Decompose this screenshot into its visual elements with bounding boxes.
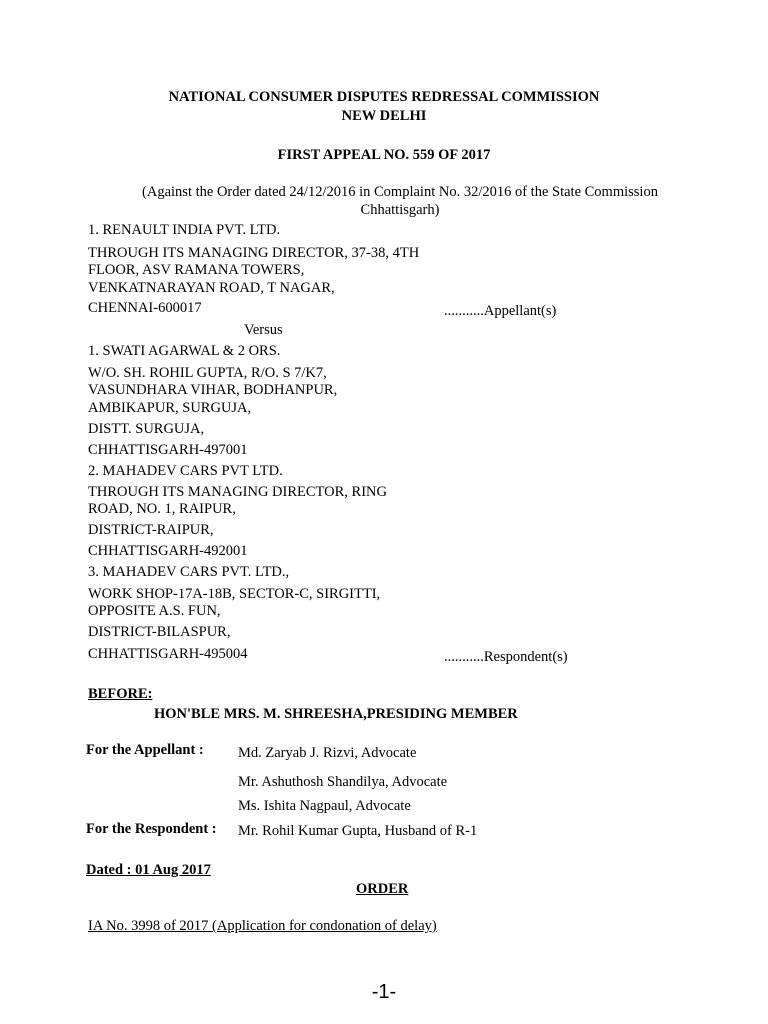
respondent-line: WORK SHOP-17A-18B, SECTOR-C, SIRGITTI, xyxy=(88,586,381,602)
commission-location: NEW DELHI xyxy=(341,108,427,124)
appellant-line: VENKATNARAYAN ROAD, T NAGAR, xyxy=(88,280,335,296)
respondent-line: OPPOSITE A.S. FUN, xyxy=(88,603,221,619)
respondent-line: DISTRICT-BILASPUR, xyxy=(88,624,231,640)
appellant-counsel-label: For the Appellant : xyxy=(86,742,204,758)
appellant-counsel-name: Mr. Ashuthosh Shandilya, Advocate xyxy=(238,774,448,790)
respondent-counsel-name: Mr. Rohil Kumar Gupta, Husband of R-1 xyxy=(238,823,478,839)
appellant-line: THROUGH ITS MANAGING DIRECTOR, 37-38, 4TH xyxy=(88,245,420,261)
presiding-member: HON'BLE MRS. M. SHREESHA,PRESIDING MEMBER xyxy=(154,706,518,722)
respondent-line: AMBIKAPUR, SURGUJA, xyxy=(88,400,252,416)
respondent-line: THROUGH ITS MANAGING DIRECTOR, RING xyxy=(88,484,387,500)
order-date: Dated : 01 Aug 2017 xyxy=(86,862,211,878)
page-number: -1- xyxy=(371,981,397,1003)
respondent-line: VASUNDHARA VIHAR, BODHANPUR, xyxy=(88,382,338,398)
appellant-counsel-name: Ms. Ishita Nagpaul, Advocate xyxy=(238,798,411,814)
respondent-line: W/O. SH. ROHIL GUPTA, R/O. S 7/K7, xyxy=(88,365,327,381)
appellant-role: ...........Appellant(s) xyxy=(444,303,557,319)
respondent-line: DISTT. SURGUJA, xyxy=(88,421,205,437)
respondent-line: 2. MAHADEV CARS PVT LTD. xyxy=(88,463,283,479)
respondent-line: ROAD, NO. 1, RAIPUR, xyxy=(88,501,236,517)
commission-title: NATIONAL CONSUMER DISPUTES REDRESSAL COMMISSION xyxy=(168,89,600,105)
respondent-role: ...........Respondent(s) xyxy=(444,649,568,665)
respondent-counsel-label: For the Respondent : xyxy=(86,821,217,837)
versus-label: Versus xyxy=(244,322,283,338)
appellant-counsel-name: Md. Zaryab J. Rizvi, Advocate xyxy=(238,745,417,761)
respondent-line: CHHATTISGARH-495004 xyxy=(88,646,248,662)
respondent-line: DISTRICT-RAIPUR, xyxy=(88,522,214,538)
respondent-line: CHHATTISGARH-492001 xyxy=(88,543,248,559)
appellant-line: FLOOR, ASV RAMANA TOWERS, xyxy=(88,262,305,278)
order-title: ORDER xyxy=(356,881,409,897)
against-order-line1: (Against the Order dated 24/12/2016 in Complaint No. 32/2016 of the State Commission xyxy=(142,184,658,200)
appellant-line: 1. RENAULT INDIA PVT. LTD. xyxy=(88,222,281,238)
against-order-line2: Chhattisgarh) xyxy=(360,202,440,218)
appellant-line: CHENNAI-600017 xyxy=(88,300,202,316)
respondent-line: 3. MAHADEV CARS PVT. LTD., xyxy=(88,564,290,580)
appeal-number: FIRST APPEAL NO. 559 OF 2017 xyxy=(277,147,491,163)
respondent-line: 1. SWATI AGARWAL & 2 ORS. xyxy=(88,343,281,359)
ia-application-line: IA No. 3998 of 2017 (Application for condonation of delay) xyxy=(88,918,437,934)
before-label: BEFORE: xyxy=(88,686,153,702)
respondent-line: CHHATTISGARH-497001 xyxy=(88,442,248,458)
